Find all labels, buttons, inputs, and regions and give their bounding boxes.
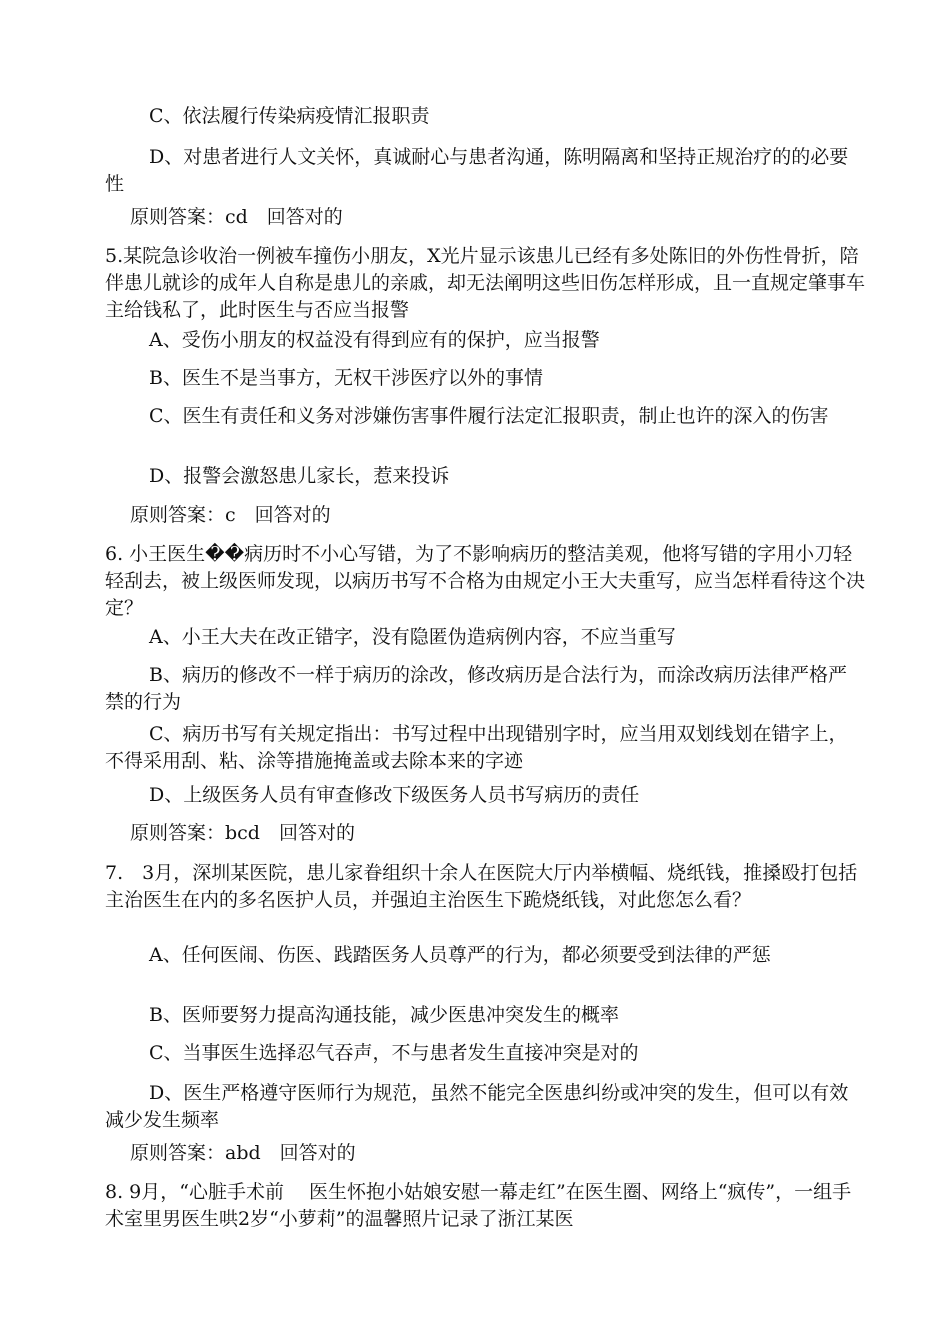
option-d-q6: D、上级医务人员有审查修改下级医务人员书写病历的责任 [149,784,640,806]
option-b-q5: B、医生不是当事方，无权干涉医疗以外的事情 [149,367,543,389]
question-6: 6. 小王医生��病历时不小心写错，为了不影响病历的整洁美观，他将写错的字用小刀轻轻刮去，被上级医师发现，以病历书写不合格为由规定小王大夫重写，应当怎样看待这个决定？ [105,543,866,619]
option-d-q7: D、医生严格遵守医师行为规范，虽然不能完全医患纠纷或冲突的发生，但可以有效减少发生频率 [105,1082,849,1131]
option-c-q6: C、病历书写有关规定指出：书写过程中出现错别字时，应当用双划线划在错字上，不得采用刮、粘、涂等措施掩盖或去除本来的字迹 [105,723,848,772]
answer-q4: 原则答案：cd 回答对的 [130,206,343,228]
answer-q6: 原则答案：bcd 回答对的 [130,822,355,844]
answer-q7: 原则答案：abd 回答对的 [130,1142,356,1164]
option-b-q7: B、医师要努力提高沟通技能，减少医患冲突发生的概率 [149,1004,619,1026]
option-c-q5: C、医生有责任和义务对涉嫌伤害事件履行法定汇报职责，制止也许的深入的伤害 [149,405,829,427]
question-8: 8. 9月，“心脏手术前 医生怀抱小姑娘安慰一幕走红”在医生圈、网络上“疯传”，一组手术室里男医生哄2岁“小萝莉”的温馨照片记录了浙江某医 [105,1181,852,1230]
option-a-q6: A、小王大夫在改正错字，没有隐匿伪造病例内容，不应当重写 [149,626,676,648]
option-c-q7: C、当事医生选择忍气吞声，不与患者发生直接冲突是对的 [149,1042,639,1064]
option-a-q7: A、任何医闹、伤医、践踏医务人员尊严的行为，都必须要受到法律的严惩 [149,944,771,966]
option-d-q5: D、报警会激怒患儿家长，惹来投诉 [149,465,450,487]
option-c-q4: C、依法履行传染病疫情汇报职责 [149,105,430,127]
option-b-q6: B、病历的修改不一样于病历的涂改，修改病历是合法行为，而涂改病历法律严格严禁的行为 [105,664,847,713]
question-7: 7. 3月，深圳某医院，患儿家眷组织十余人在医院大厅内举横幅、烧纸钱，推搡殴打包括主治医生在内的多名医护人员，并强迫主治医生下跪烧纸钱，对此您怎么看？ [105,862,858,911]
option-d-q4: D、对患者进行人文关怀，真诚耐心与患者沟通，陈明隔离和坚持正规治疗的的必要性 [105,146,849,195]
answer-q5: 原则答案：c 回答对的 [130,504,331,526]
question-5: 5.某院急诊收治一例被车撞伤小朋友，X光片显示该患儿已经有多处陈旧的外伤性骨折，陪伴患儿就诊的成年人自称是患儿的亲戚，却无法阐明这些旧伤怎样形成，且一直规定肇事车主给钱私了，此时医生与否应当报警 [105,245,866,321]
option-a-q5: A、受伤小朋友的权益没有得到应有的保护，应当报警 [149,329,600,351]
